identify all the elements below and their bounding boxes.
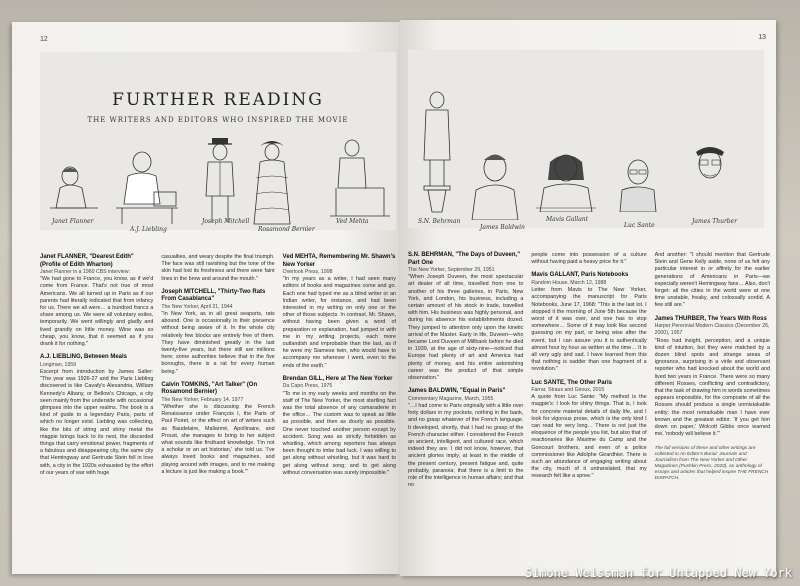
gallant-illustration: [536, 146, 596, 212]
entry-body: "Whether she is discussing the French Renaissance under François I, the Paris of Paul Poiret, or the effect on art of writers such as Baudelaire, Mallarmé, Apollinaire, and Proust, she manages to bring to her subject what sounds like firsthand knowledge. 'I'm not a scholar or an art historian,' she told us. 'I've always loved books and magazines, and playing around with images, and to me making a lecture is just like making a book.'": [161, 404, 275, 475]
entry-body: Excerpt from introduction by James Salter: "The year was 1926-27 and the Paris Liebling discovered is like Cavafy's Alexandria, William Kennedy's Albany, or Bellow's Chicago, a city seen mainly from the underside with occasional glimpses into the upper realms. The book is a kind of guide to a legendary Paris, parts of which no longer exist. Liebling was collecting, like the bits of string and shiny metal the magpie brings back to its nest, the discarded things that carry emotional power, fragments of a fabulous and disappearing city, the same city that Hemingway and Gertrude Stein fell in love with, a city in the 1920s exhausted by the effort of our years of war with huge: [40, 368, 154, 476]
behrman-illustration: [420, 90, 454, 214]
entry-source: Da Capo Press, 1975: [282, 383, 333, 390]
entry-source: Harper Perennial Modern Classics (December 26, 2000), 1957: [654, 323, 770, 337]
bernier-illustration: [250, 138, 294, 228]
heading: [40, 52, 396, 124]
entry-title: Brendan GILL, Here at The New Yorker: [282, 375, 393, 382]
entry-gallant: [531, 272, 646, 373]
entry-mehta: [283, 254, 396, 370]
entry-source: Random House, March 12, 1988: [531, 279, 607, 286]
entry-behrman: [408, 252, 523, 382]
entry-title: Calvin TOMKINS, "Art Talker" (On Rosamond Bernier): [161, 381, 258, 396]
entry-body: casualties, and weary despite the final triumph. The face was still ravishing but the tone of the skin had lost its freshness and there were faint lines in the brow and around the mouth.": [161, 254, 275, 282]
entry-baldwin: [408, 388, 523, 489]
caption-mavis-gallant: Mavis Gallant: [546, 216, 589, 223]
thurber-illustration: [686, 142, 734, 192]
caption-janet-flanner: Janet Flanner: [52, 218, 94, 225]
caption-james-baldwin: James Baldwin: [480, 224, 525, 231]
caption-rosamond-bernier: Rosamond Bernier: [258, 226, 315, 233]
caption-luc-sante: Luc Sante: [624, 222, 655, 229]
left-columns: [40, 254, 396, 483]
entry-body: A quote from Luc Sante: "My method is the magpie's: I look for shiny things. That is, I look for concrete material details of daily life, and I look for vigorous prose, which is the only kind I can read for very long… There is not just the eloquence of the people you list, but also that of reactionaries like Maxime du Camp and the Goncourt brothers, and even of a police commissioner like Adolphe Girardhier. There is such an abundance of engaging writing about the city, much of it untranslated, that my research felt like a spree.": [531, 394, 647, 480]
entry-source: The New Yorker, April 21, 1944: [161, 303, 233, 310]
entry-title: James BALDWIN, "Equal in Paris": [408, 388, 506, 395]
page-number-right: 13: [758, 34, 766, 41]
entry-title: S.N. BEHRMAN, "The Days of Duveen," Part One: [408, 252, 521, 266]
entry-body: "In my years as a writer, I had seen many editors of books and magazines come and go. Each one had typed me as a blind writer or an Indian writer, for instance, and had been interested in my writing on only one or the other of those subjects. In contrast, Mr. Shawn, without having been given a word of preparation or explanation, had jumped in with me in my writing projects, each more outlandish and improbable than the last, as if he were my Siamese twin, who would have to accompany me wherever I went, even to the ends of the earth.": [282, 276, 396, 369]
mitchell-illustration: [200, 136, 240, 226]
liebling-illustration: [112, 148, 182, 228]
left-column-3: [283, 254, 396, 483]
left-column-1: [40, 254, 153, 483]
entry-source: Longman, 1959: [40, 361, 77, 368]
photo-credit: Simone Weissman for Untapped New York: [524, 566, 792, 580]
entry-baldwin-cont: [531, 252, 646, 266]
caption-james-thurber: James Thurber: [692, 218, 738, 225]
caption-ved-mehta: Ved Mehta: [336, 218, 369, 225]
entry-body: "…I had come to Paris originally with a little over forty dollars in my pockets, nothing in the bank, and no grasp whatever of the French language. It developed, shortly, that I had no grasp of the French character either. I considered the French an ancient, intelligent, and cultured race, which indeed they are. I did not know, however, that ancient glories imply, at least in the middle of the present century, present fatigue and, quite probably, paranoia; that there is a limit to the role of the intelligence in human affairs; and that no: [408, 402, 524, 489]
entry-source: Commentary Magazine, March, 1955: [408, 395, 494, 402]
illustration-panel-left: [40, 52, 396, 233]
entry-title: Mavis GALLANT, Paris Notebooks: [531, 272, 629, 279]
page-number-left: 12: [40, 36, 48, 43]
entry-body: "To me in my early weeks and months on the staff of The New Yorker, the most startling fact was the total absence of any camaraderie in the office… The custom was to speak as little as possible, and then as dourly as possible. One never touched another person except by accident. Song was as strictly forbidden as whistling, which among reporters has always been thought to imbe bad luck. I was willing to get along without whistling, but it was hard to get along without song; and to get along without conversation was surely impossible.": [282, 390, 396, 476]
entry-source: Farrar, Straus and Giroux, 2015: [531, 387, 605, 394]
entry-source: Janet Flanner in a 1960 CBS interview:: [40, 269, 130, 275]
entry-sante-cont: [655, 252, 770, 310]
entry-tomkins: [161, 382, 274, 476]
illustration-panel-right: [408, 50, 764, 231]
entry-body: "In New York, as in all great seaports, rats abound. One is occasionally in their presence without being aware of it. In the whole city relatively few blocks are entirely free of them. They have diminished greatly in the last twenty-five years, but there still are millions here; some authorities believe that in the five boroughs, there is a rat for every human being.": [161, 311, 275, 375]
entry-liebling-cont: [161, 254, 274, 283]
right-columns: [408, 252, 770, 495]
entry-title: A.J. LIEBLING, Between Meals: [40, 354, 128, 361]
sante-illustration: [618, 156, 658, 212]
entry-source: Overlook Press, 1998: [282, 269, 333, 275]
entry-sante: [531, 380, 646, 481]
caption-joseph-mitchell: Joseph Mitchell: [202, 218, 250, 225]
entry-title: Joseph MITCHELL, "Thirty-Two Rats From Casablanca": [161, 288, 266, 303]
entry-title: Luc SANTE, The Other Paris: [531, 379, 613, 386]
entry-flanner: [40, 254, 153, 348]
entry-body: Letter from Mavis to The New Yorker, accompanying the manuscript for Paris Notebooks, June 17, 1968: "This is the last lot. I stopped it the morning of June 5th because the worst of it was over, and one has to stop somewhere… Some of it may look like second guessing on my part, or being wise after the event, but I can assure you it is authentically almost hour by hour as written at the time… It is all very ugly and sad. I have learned from this that nothing is sadder than one fragment of a revolution.": [531, 287, 647, 373]
right-page: [400, 20, 776, 576]
entry-body: "We had gone to France, you know, as if we'd come from France. That's not true of most Americans. We all turned up in Paris as if our parents had literally indicated that from infancy for us. There we all were… a hundred francs a share among us. We were all voluntary exiles, temporarily. We went willingly and gladly and lived grandly on little money. Wine was so cheap, you know, that it seemed as if you drank it for nothing.": [40, 276, 154, 348]
baldwin-illustration: [470, 150, 520, 220]
entry-body: people come into possession of a culture without having paid a heavy price for it.": [531, 252, 647, 266]
page-title: FURTHER READING: [112, 90, 324, 110]
left-column-2: [161, 254, 274, 483]
page-subtitle: THE WRITERS AND EDITORS WHO INSPIRED THE MOVIE: [87, 116, 349, 124]
entry-thurber: [655, 316, 770, 439]
caption-sn-behrman: S.N. Behrman: [418, 218, 461, 225]
right-column-2: [531, 252, 646, 495]
entry-liebling: [40, 354, 153, 477]
entry-body: "Ross had insight, perception, and a unique kind of intuition, but they were matched by a dozen blind spots and strange areas of ignorance, surprising in a virile and observant reporter who had knocked about the world and lived two years in France. There were so many different Rosses, conflicting and contradictory, that the task of drawing him in words sometimes appears impossible, for the composite of all the Rosses should produce a single unmistakable entity: the most remarkable man I have ever known and the greatest editor. 'If you get him down on paper,' Wolcott Gibbs once warned me, 'nobody will believe it.'": [654, 337, 770, 438]
flanner-illustration: [50, 164, 100, 214]
entry-title: Ved MEHTA, Remembering Mr. Shawn's New Yorker: [282, 254, 396, 268]
entry-mitchell: [161, 289, 274, 376]
entry-body: And another: "I should mention that Gertrude Stein and Gene Kelly aside, none of us felt any particular interest in or affinity for the earlier generations of Americans in Paris—we especially weren't Hemingway fans… Also, don't forget: all the cities in the world were at one time unstable, freaky, and colossally sordid. A few still are.": [654, 252, 770, 309]
entry-body: "When Joseph Duveen, the most spectacular art dealer of all time, travelled from one to another of his three galleries, in Paris, New York, and London, his business, including a certain amount of his stock in trade, travelled with him. His business was highly personal, and during his absence his establishments dozed. They jumped to attention only upon the kinetic arrival of the Master. Early in life, Duveen—who became Lord Duveen of Millbank before he died in 1939, at the age of sixty-nine—noticed that Europe had plenty of art and America had plenty of money, and his entire astonishing career was the product of that simple observation.": [408, 274, 524, 382]
entry-title: James THURBER, The Years With Ross: [654, 315, 767, 322]
right-column-1: [408, 252, 523, 495]
footnote: The full versions of these and other writings are collected in An Editor's Burial: Journals and Journalism from The New Yorker and Other Magazines (Pushkin Press, 2020), an anthology of essays and articles that helped inspire THE FRENCH DISPATCH.: [654, 446, 769, 482]
entry-source: The New Yorker, February 14, 1977: [161, 396, 244, 403]
mehta-illustration: [330, 136, 390, 222]
entry-gill: [283, 376, 396, 477]
entry-source: The New Yorker, September 29, 1951: [408, 267, 495, 273]
right-column-3: [655, 252, 770, 495]
left-page: [12, 22, 400, 574]
entry-title: Janet FLANNER, "Dearest Edith" (Profile of Edith Wharton): [40, 254, 134, 268]
caption-aj-liebling: A.J. Liebling: [130, 226, 167, 233]
